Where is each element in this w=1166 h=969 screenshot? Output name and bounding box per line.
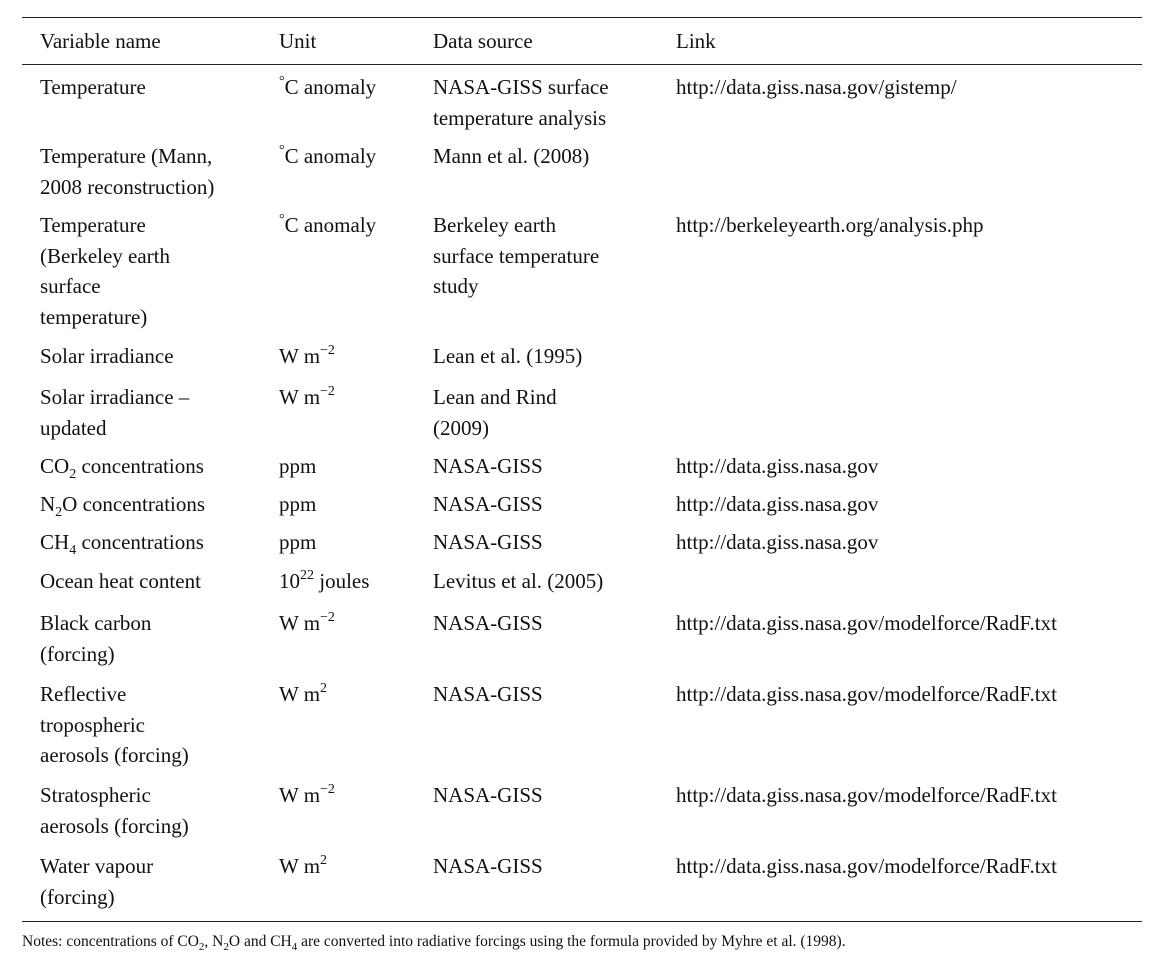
cell-data-source <box>433 608 543 639</box>
unit-superscript: −2 <box>320 343 335 358</box>
cell-link[interactable]: http://data.giss.nasa.gov/modelforce/RadF.txt <box>676 682 1057 706</box>
name-subscript: 4 <box>69 543 77 558</box>
cell-line: aerosols (forcing) <box>40 813 189 838</box>
cell-unit <box>279 451 316 482</box>
cell-variable-name <box>40 780 189 841</box>
notes-subscript: 4 <box>291 941 298 953</box>
cell-link[interactable]: http://data.giss.nasa.gov/modelforce/RadF.txt <box>676 783 1057 807</box>
cell-data-source <box>433 72 609 133</box>
unit-superscript: −2 <box>320 782 335 797</box>
degree-symbol: ° <box>279 143 285 158</box>
cell-data-source <box>433 210 599 302</box>
cell-variable-name <box>40 382 189 443</box>
name-subscript: 2 <box>55 505 63 520</box>
unit-text: W m <box>279 783 321 807</box>
cell-variable-name <box>40 341 174 372</box>
unit-text: ppm <box>279 454 317 478</box>
unit-superscript: 2 <box>320 681 328 696</box>
cell-line: NASA-GISS <box>433 492 543 516</box>
cell-line: Solar irradiance <box>40 344 174 368</box>
cell-line: NASA-GISS surface <box>433 75 609 99</box>
cell-line: 2008 reconstruction) <box>40 174 215 199</box>
name-text: CO <box>40 454 70 478</box>
header-unit: Unit <box>279 29 317 53</box>
cell-unit <box>279 141 376 172</box>
cell-unit <box>279 341 335 372</box>
cell-link[interactable]: http://data.giss.nasa.gov/modelforce/RadF.txt <box>676 611 1057 635</box>
cell-line: Temperature (Mann, <box>40 144 213 168</box>
name-subscript: 2 <box>69 467 77 482</box>
cell-line: temperature) <box>40 304 148 329</box>
unit-text: W m <box>279 344 321 368</box>
unit-text: ppm <box>279 492 317 516</box>
cell-unit <box>279 851 327 882</box>
cell-line: (forcing) <box>40 641 115 666</box>
unit-superscript: 2 <box>320 853 328 868</box>
cell-line: NASA-GISS <box>433 611 543 635</box>
cell-link[interactable]: http://data.giss.nasa.gov/modelforce/RadF.txt <box>676 854 1057 878</box>
cell-line: Black carbon <box>40 611 152 635</box>
cell-line: Lean et al. (1995) <box>433 344 583 368</box>
unit-superscript: −2 <box>320 610 335 625</box>
table-notes <box>22 932 846 952</box>
cell-link[interactable]: http://data.giss.nasa.gov/gistemp/ <box>676 75 957 99</box>
cell-data-source <box>433 679 543 710</box>
cell-variable-name <box>40 851 153 912</box>
unit-text: C anomaly <box>284 144 377 168</box>
unit-text: W m <box>279 682 321 706</box>
cell-data-source <box>433 341 582 372</box>
cell-link[interactable]: http://berkeleyearth.org/analysis.php <box>676 213 984 237</box>
cell-line: Reflective <box>40 682 127 706</box>
name-text: concentrations <box>76 530 204 554</box>
cell-line: aerosols (forcing) <box>40 743 189 767</box>
cell-variable-name <box>40 489 205 520</box>
degree-symbol: ° <box>279 74 285 89</box>
cell-line: Berkeley earth <box>433 213 557 237</box>
cell-unit <box>279 679 327 710</box>
cell-variable-name <box>40 679 189 771</box>
cell-link[interactable]: http://data.giss.nasa.gov <box>676 530 879 554</box>
cell-line: updated <box>40 415 107 440</box>
cell-data-source <box>433 527 543 558</box>
header-data-source: Data source <box>433 29 533 53</box>
cell-unit <box>279 382 335 413</box>
cell-line: (2009) <box>433 415 489 440</box>
header-variable-name: Variable name <box>40 29 161 53</box>
cell-variable-name <box>40 566 201 597</box>
cell-line <box>40 489 205 520</box>
cell-unit <box>279 566 369 597</box>
cell-line: tropospheric <box>40 712 145 737</box>
cell-line: study <box>433 274 479 298</box>
cell-line: Solar irradiance – <box>40 385 190 409</box>
cell-variable-name <box>40 608 151 669</box>
cell-line: NASA-GISS <box>433 682 543 706</box>
cell-data-source <box>433 851 543 882</box>
cell-data-source <box>433 382 557 443</box>
cell-line: surface temperature <box>433 243 600 268</box>
cell-line: Water vapour <box>40 854 154 878</box>
cell-line: Stratospheric <box>40 783 151 807</box>
cell-data-source <box>433 451 543 482</box>
unit-text: C anomaly <box>284 75 377 99</box>
cell-unit <box>279 780 335 811</box>
cell-line: surface <box>40 274 101 298</box>
degree-symbol: ° <box>279 212 285 227</box>
notes-subscript: 2 <box>223 941 229 953</box>
cell-line: NASA-GISS <box>433 854 543 878</box>
name-text: CH <box>40 530 70 554</box>
cell-line: Mann et al. (2008) <box>433 144 590 168</box>
cell-line: Temperature <box>40 213 146 237</box>
cell-link[interactable]: http://data.giss.nasa.gov <box>676 492 879 516</box>
cell-variable-name <box>40 72 146 103</box>
cell-variable-name <box>40 210 170 332</box>
table-top-rule <box>22 17 1142 18</box>
notes-text: Notes: concentrations of CO <box>22 933 199 950</box>
notes-subscript: 2 <box>198 941 205 953</box>
cell-line <box>40 527 204 558</box>
cell-line: (Berkeley earth <box>40 243 171 268</box>
unit-text: W m <box>279 611 321 635</box>
cell-line <box>40 451 204 482</box>
cell-data-source <box>433 141 589 172</box>
cell-link[interactable]: http://data.giss.nasa.gov <box>676 454 879 478</box>
notes-text: , N <box>204 933 224 950</box>
notes-text: O and CH <box>228 933 292 950</box>
cell-data-source <box>433 566 603 597</box>
unit-superscript: −2 <box>320 384 335 399</box>
header-link: Link <box>676 29 716 53</box>
cell-unit <box>279 72 376 103</box>
cell-line: NASA-GISS <box>433 783 543 807</box>
cell-line: NASA-GISS <box>433 530 543 554</box>
table-header-rule <box>22 64 1142 65</box>
unit-text: 10 <box>279 569 300 593</box>
name-text: concentrations <box>76 454 204 478</box>
table-bottom-rule <box>22 921 1142 922</box>
cell-line: Levitus et al. (2005) <box>433 569 604 593</box>
cell-variable-name <box>40 451 204 482</box>
unit-text: ppm <box>279 530 317 554</box>
cell-variable-name <box>40 527 204 558</box>
cell-unit <box>279 210 376 241</box>
cell-unit <box>279 608 335 639</box>
cell-line: temperature analysis <box>433 105 607 130</box>
table-header <box>0 26 1166 56</box>
cell-line: (forcing) <box>40 884 115 909</box>
cell-line: Ocean heat content <box>40 569 201 593</box>
name-text: O concentrations <box>62 492 206 516</box>
cell-unit <box>279 489 316 520</box>
cell-line: NASA-GISS <box>433 454 543 478</box>
unit-text: joules <box>314 569 370 593</box>
cell-data-source <box>433 780 543 811</box>
cell-line: Lean and Rind <box>433 385 557 409</box>
unit-text: W m <box>279 854 321 878</box>
name-text: N <box>40 492 56 516</box>
cell-data-source <box>433 489 543 520</box>
unit-text: W m <box>279 385 321 409</box>
notes-text: are converted into radiative forcings using the formula provided by Myhre et al. (1998). <box>297 933 846 950</box>
cell-unit <box>279 527 316 558</box>
cell-variable-name <box>40 141 214 202</box>
unit-superscript: 22 <box>300 568 314 583</box>
unit-text: C anomaly <box>284 213 377 237</box>
cell-line: Temperature <box>40 75 146 99</box>
